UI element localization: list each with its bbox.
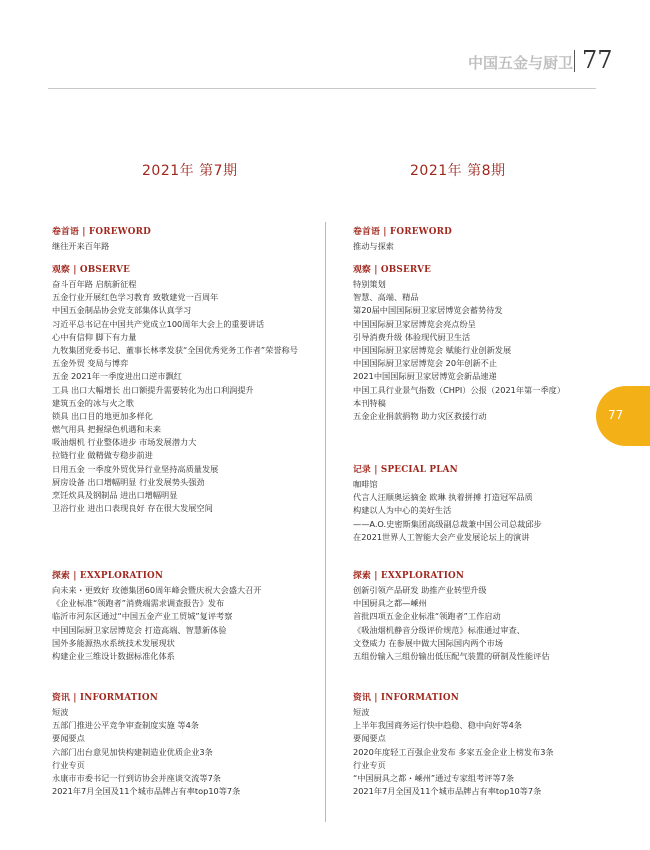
- header-rule: [48, 88, 596, 89]
- toc-entry: 中国厨具之都—嵊州: [353, 598, 427, 609]
- toc-entry: 奋斗百年路 启航新征程: [52, 279, 137, 289]
- section-heading: 观察 | OBSERVE: [353, 265, 432, 275]
- toc-entry: 智慧、高端、精品: [353, 292, 419, 303]
- section: [353, 262, 624, 423]
- section-heading: 卷首语 | FOREWORD: [52, 227, 151, 237]
- section: [353, 568, 621, 663]
- toc-entry: 2021中国国际厨卫家居博览会新品速递: [353, 371, 497, 382]
- toc-entry: 2021年7月全国及11个城市品牌占有率top10等7条: [52, 786, 241, 797]
- toc-entry: 中国国际厨卫家居博览会亮点纷呈: [353, 318, 476, 329]
- toc-entry: ——A.O.史密斯集团高级副总裁兼中国公司总裁邱步: [353, 518, 542, 529]
- toc-entry: 五金外贸 变局与博弈: [52, 358, 129, 369]
- toc-entry: 厨房设备 出口增幅明显 行业发展势头强劲: [52, 476, 205, 487]
- toc-entry: 向未来・更致好 玫德集团60周年峰会暨庆祝大会盛大召开: [52, 585, 262, 595]
- toc-entry: 六部门出台意见加快构建制造业优质企业3条: [52, 746, 213, 757]
- side-page-tab: [596, 386, 650, 446]
- section-heading: 卷首语 | FOREWORD: [353, 227, 452, 237]
- section: [353, 690, 621, 798]
- toc-entry: 锁具 出口目的地更加多样化: [52, 410, 153, 421]
- toc-entry: 五金行业开展红色学习教育 致敬建党一百周年: [52, 292, 219, 303]
- section-heading: 探索 | EXXPLORATION: [353, 571, 465, 581]
- toc-entry: 推动与探索: [353, 241, 394, 251]
- toc-entry: 九牧集团党委书记、董事长林孝发获“全国优秀党务工作者”荣誉称号: [52, 344, 298, 355]
- toc-entry: 在2021世界人工智能大会产业发展论坛上的演讲: [353, 531, 530, 542]
- toc-entry: 第20届中国国际厨卫家居博览会蓄势待发: [353, 305, 503, 316]
- toc-entry: 特别策划: [353, 279, 386, 289]
- toc-entry: 创新引领产品研发 助推产业转型升级: [353, 585, 487, 595]
- issue-title-right: 2021年 第8期: [410, 163, 506, 179]
- toc-entry: 《吸油烟机静音分级评价规范》标准通过审查、: [353, 624, 525, 635]
- page-number: 77: [582, 46, 613, 74]
- toc-entry: 短波: [353, 707, 370, 717]
- toc-entry: 代言人汪顺奥运摘金 欧琳 执着拼搏 打造冠军品质: [353, 492, 533, 503]
- toc-entry: 卫浴行业 进出口表现良好 存在很大发展空间: [52, 503, 213, 514]
- toc-entry: 2021年7月全国及11个城市品牌占有率top10等7条: [353, 786, 542, 797]
- toc-entry: 国外多能源热水系统技术发展现状: [52, 637, 175, 648]
- section-heading: 探索 | EXXPLORATION: [52, 571, 164, 581]
- toc-entry: 构建以人为中心的美好生活: [353, 505, 452, 516]
- toc-entry: 中国国际厨卫家居博览会 打造高端、智慧新体验: [52, 624, 227, 635]
- toc-entry: 日用五金 一季度外贸优异行业坚持高质量发展: [52, 463, 219, 474]
- toc-entry: 首批四项五金企业标准“领跑者”工作启动: [353, 611, 501, 622]
- toc-entry: 引导消费升级 体验现代厨卫生活: [353, 331, 471, 342]
- section-heading: 观察 | OBSERVE: [52, 265, 131, 275]
- toc-entry: 工具 出口大幅增长 出口额提升需要转化为出口利润提升: [52, 384, 254, 395]
- toc-entry: 中国国际厨卫家居博览会 20年创新不止: [353, 358, 498, 369]
- toc-entry: 继往开来百年路: [52, 241, 110, 251]
- section: [52, 568, 320, 663]
- toc-entry: 五金企业捐款捐物 助力灾区救援行动: [353, 410, 487, 421]
- toc-entry: 五组份输入三组份输出低压配气装置的研制及性能评估: [353, 650, 550, 661]
- toc-entry: 五部门推进公平竞争审查制度实施 等4条: [52, 720, 199, 731]
- section: [353, 462, 621, 544]
- toc-entry: 吸油烟机 行业整体进步 市场发展潜力大: [52, 437, 197, 448]
- toc-entry: 短波: [52, 707, 69, 717]
- toc-entry: 中国工具行业景气指数（CHPI）公报（2021年第一季度）: [353, 384, 566, 395]
- toc-entry: 要闻要点: [52, 733, 85, 744]
- section-heading: 资讯 | INFORMATION: [52, 693, 158, 703]
- brand-logo: 中国五金与厨卫: [468, 54, 574, 72]
- toc-entry: 临沂市河东区通过“中国五金产业工贸城”复评考察: [52, 611, 233, 622]
- toc-entry: 上半年我国商务运行快中趋稳、稳中向好等4条: [353, 720, 522, 731]
- section: [52, 224, 320, 253]
- toc-entry: 习近平总书记在中国共产党成立100周年大会上的重要讲话: [52, 318, 265, 329]
- toc-entry: 中国五金制品协会党支部集体认真学习: [52, 305, 192, 316]
- toc-entry: “中国厨具之都・嵊州”通过专家组考评等7条: [353, 772, 515, 783]
- section: [52, 262, 320, 515]
- toc-entry: 永康市市委书记一行到访协会并座谈交流等7条: [52, 772, 221, 783]
- toc-entry: 拉链行业 做精做专稳步前进: [52, 450, 153, 461]
- toc-entry: 行业专页: [52, 759, 85, 770]
- toc-entry: 心中有信仰 脚下有力量: [52, 331, 137, 342]
- section: [52, 690, 320, 798]
- toc-entry: 建筑五金的冰与火之歌: [52, 397, 134, 408]
- section: [353, 224, 621, 253]
- column-divider: [325, 222, 326, 822]
- toc-entry: 本刊特稿: [353, 397, 386, 408]
- section-heading: 资讯 | INFORMATION: [353, 693, 459, 703]
- toc-entry: 五金 2021年一季度进出口逆市飘红: [52, 371, 182, 382]
- toc-entry: 中国国际厨卫家居博览会 赋能行业创新发展: [353, 344, 512, 355]
- toc-entry: 行业专页: [353, 759, 386, 770]
- toc-entry: 咖啡馆: [353, 479, 378, 489]
- header-separator: [574, 50, 575, 72]
- toc-entry: 燃气用具 把握绿色机遇和未来: [52, 424, 162, 435]
- toc-entry: 2020年度轻工百强企业发布 多家五金企业上榜发布3条: [353, 746, 554, 757]
- toc-entry: 构建企业三维设计数据标准化体系: [52, 650, 175, 661]
- section-heading: 记录 | SPECIAL PLAN: [353, 465, 458, 475]
- side-tab-page-number: 77: [608, 408, 624, 422]
- toc-entry: 文登威力 在参展中做大国际国内两个市场: [353, 637, 503, 648]
- toc-entry: 烹饪炊具及钢制品 进出口增幅明显: [52, 490, 178, 500]
- toc-entry: 要闻要点: [353, 733, 386, 744]
- toc-entry: 《企业标准“领跑者”消费端需求调查报告》发布: [52, 598, 225, 609]
- issue-title-left: 2021年 第7期: [142, 163, 238, 179]
